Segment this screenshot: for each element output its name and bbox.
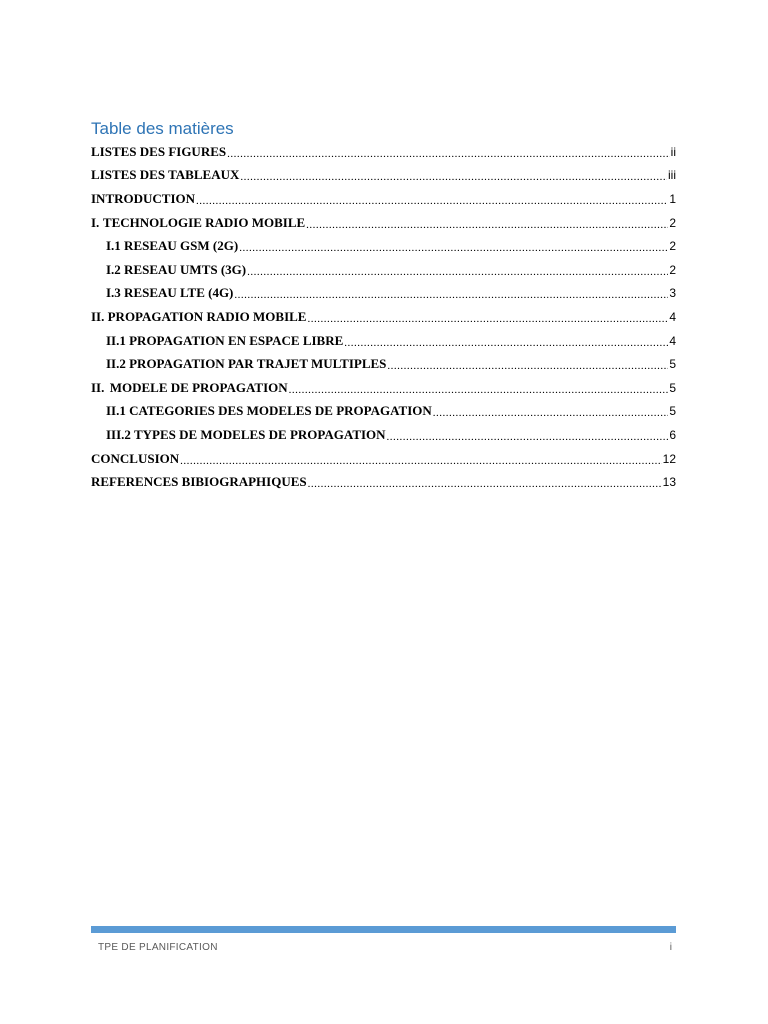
- toc-entry-page: 4: [669, 309, 676, 324]
- toc-dot-leader: [308, 478, 662, 490]
- toc-title: Table des matières: [91, 119, 234, 138]
- toc-dot-leader: [240, 171, 667, 183]
- toc-entry-label: TECHNOLOGIE RADIO MOBILE: [102, 214, 306, 230]
- toc-entry[interactable]: [91, 305, 676, 329]
- toc-dot-leader: [306, 219, 668, 231]
- toc-entry-label: INTRODUCTION: [91, 190, 196, 206]
- toc-entry-label: CONCLUSION: [91, 450, 180, 466]
- toc-entry-label: I.3 RESEAU LTE (4G): [106, 285, 234, 301]
- toc-entry-page: 13: [662, 475, 676, 490]
- toc-entry[interactable]: [91, 164, 676, 188]
- toc-entry[interactable]: [91, 211, 676, 235]
- toc-entry-page: iii: [668, 168, 676, 183]
- toc-dot-leader: [196, 195, 668, 207]
- toc-entry-label: II.1 PROPAGATION EN ESPACE LIBRE: [106, 332, 344, 348]
- toc-entry-label: LISTES DES FIGURES: [91, 143, 227, 159]
- toc-entry[interactable]: [91, 258, 676, 282]
- toc-entry[interactable]: [91, 234, 676, 258]
- toc-entry-page: 5: [669, 357, 676, 372]
- toc-entry-number: II.: [91, 379, 105, 395]
- toc-entry[interactable]: [91, 400, 676, 424]
- table-of-contents: [91, 140, 676, 494]
- toc-entry[interactable]: [91, 187, 676, 211]
- toc-entry[interactable]: [91, 470, 676, 494]
- toc-dot-leader: [247, 266, 668, 278]
- toc-dot-leader: [227, 148, 670, 160]
- toc-entry-label: I.2 RESEAU UMTS (3G): [106, 261, 247, 277]
- toc-entry-page: 2: [669, 262, 676, 277]
- toc-dot-leader: [433, 407, 669, 419]
- toc-entry[interactable]: [91, 140, 676, 164]
- toc-entry-number: I.: [91, 214, 100, 230]
- toc-entry-page: 2: [669, 215, 676, 230]
- toc-dot-leader: [307, 313, 668, 325]
- toc-entry[interactable]: [91, 447, 676, 471]
- footer-title: TPE DE PLANIFICATION: [98, 942, 218, 953]
- toc-entry-page: 5: [669, 404, 676, 419]
- toc-dot-leader: [387, 431, 669, 443]
- toc-entry-label: MODELE DE PROPAGATION: [109, 379, 288, 395]
- toc-entry[interactable]: [91, 376, 676, 400]
- toc-entry-label: REFERENCES BIBIOGRAPHIQUES: [91, 474, 307, 490]
- toc-entry[interactable]: [91, 352, 676, 376]
- toc-entry-label: LISTES DES TABLEAUX: [91, 167, 240, 183]
- toc-entry-page: 1: [669, 191, 676, 206]
- toc-entry[interactable]: [91, 423, 676, 447]
- footer-page-number: i: [669, 942, 672, 953]
- toc-entry-page: 5: [669, 380, 676, 395]
- toc-entry-page: 4: [669, 333, 676, 348]
- toc-entry-label: II.1 CATEGORIES DES MODELES DE PROPAGATION: [106, 403, 432, 419]
- toc-entry[interactable]: [91, 282, 676, 306]
- toc-dot-leader: [289, 384, 669, 396]
- toc-dot-leader: [239, 242, 668, 254]
- toc-dot-leader: [180, 455, 662, 467]
- toc-entry-page: 6: [669, 427, 676, 442]
- toc-entry-page: 12: [662, 451, 676, 466]
- toc-entry[interactable]: [91, 329, 676, 353]
- toc-entry-page: ii: [670, 144, 676, 159]
- toc-dot-leader: [387, 360, 668, 372]
- toc-entry-label: II. PROPAGATION RADIO MOBILE: [91, 308, 307, 324]
- toc-entry-label: II.2 PROPAGATION PAR TRAJET MULTIPLES: [106, 356, 387, 372]
- footer-rule: [91, 926, 676, 933]
- toc-dot-leader: [234, 289, 668, 301]
- toc-entry-label: III.2 TYPES DE MODELES DE PROPAGATION: [106, 426, 386, 442]
- toc-dot-leader: [344, 337, 668, 349]
- toc-entry-page: 2: [669, 239, 676, 254]
- toc-entry-page: 3: [669, 286, 676, 301]
- toc-entry-label: I.1 RESEAU GSM (2G): [106, 238, 239, 254]
